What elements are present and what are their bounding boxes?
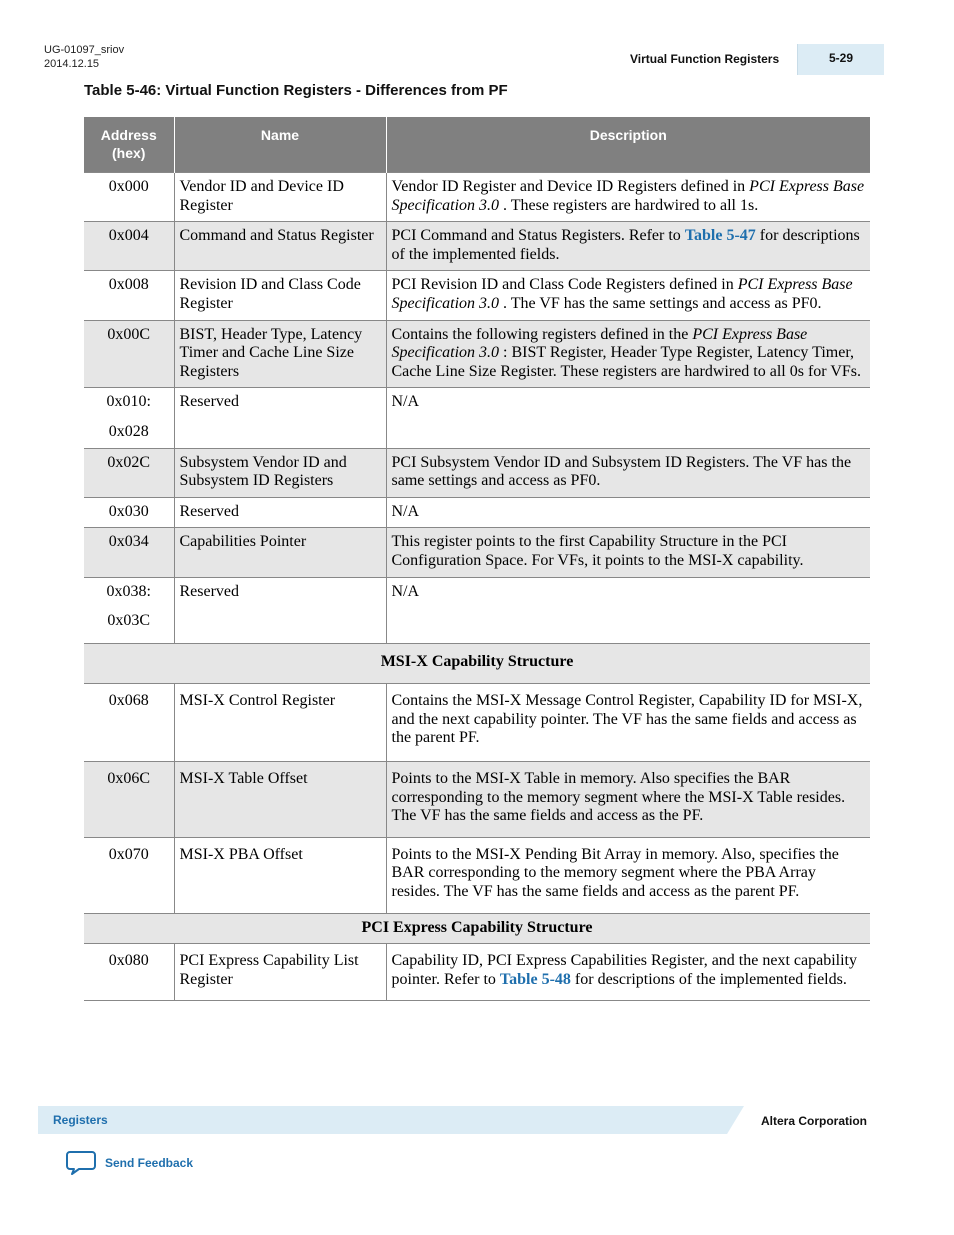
- speech-bubble-icon: [66, 1150, 96, 1176]
- description-cell: [386, 173, 870, 222]
- name-cell: Subsystem Vendor ID and Subsystem ID Registers: [174, 448, 386, 497]
- footer-chapter-link[interactable]: Registers: [53, 1113, 108, 1127]
- description-cell: Points to the MSI-X Table in memory. Also specifies the BAR corresponding to the memory segment where the MSI-X Table resides. The VF has the same fields and access as the PF.: [386, 762, 870, 838]
- column-header-name: Name: [174, 117, 386, 173]
- section-heading: PCI Express Capability Structure: [84, 913, 870, 944]
- table-5-47-link[interactable]: Table 5-47: [684, 227, 756, 245]
- description-text: Capability ID, PCI Express Capabilities Register, and the next capability pointer. Refer to: [391, 952, 857, 988]
- description-text: Contains the following registers defined in the: [391, 325, 693, 343]
- table-row: [84, 762, 870, 838]
- description-cell: N/A: [386, 577, 870, 643]
- description-text: PCI Command and Status Registers. Refer to: [391, 227, 685, 245]
- description-cell: [386, 271, 870, 320]
- description-text: PCI Revision ID and Class Code Registers defined in: [391, 276, 738, 294]
- spec-reference: PCI Express Base Specification 3.0: [391, 178, 865, 214]
- address-cell: 0x068: [84, 684, 174, 762]
- spec-reference: PCI Express Base Specification 3.0: [391, 276, 853, 312]
- section-row-msix: [84, 643, 870, 684]
- send-feedback-label: Send Feedback: [105, 1156, 194, 1170]
- description-text: : BIST Register, Header Type Register, Latency Timer, Cache Line Size Register. These registers are hardwired to all 0s for VFs.: [391, 344, 861, 380]
- table-row: [84, 271, 870, 320]
- table-row: [84, 684, 870, 762]
- address-end: 0x03C: [107, 612, 151, 630]
- column-header-address: Address (hex): [84, 117, 174, 173]
- description-cell: N/A: [386, 388, 870, 448]
- description-cell: PCI Subsystem Vendor ID and Subsystem ID Registers. The VF has the same settings and access as PF0.: [386, 448, 870, 497]
- name-cell: MSI-X PBA Offset: [174, 837, 386, 913]
- table-row: [84, 837, 870, 913]
- table-row: [84, 528, 870, 577]
- table-row: [84, 577, 870, 643]
- address-cell: 0x070: [84, 837, 174, 913]
- name-cell: Reserved: [174, 497, 386, 528]
- name-cell: Vendor ID and Device ID Register: [174, 173, 386, 222]
- document-id: [44, 43, 124, 71]
- doc-date: 2014.12.15: [44, 58, 100, 70]
- description-cell: [386, 320, 870, 388]
- table-row: [84, 320, 870, 388]
- running-header-title: Virtual Function Registers: [630, 52, 780, 66]
- address-end: 0x028: [108, 422, 149, 440]
- address-cell: 0x008: [84, 271, 174, 320]
- description-text: . The VF has the same settings and access as PF0.: [499, 294, 822, 312]
- description-text: Vendor ID Register and Device ID Registers defined in: [391, 178, 750, 195]
- address-cell: [84, 388, 174, 448]
- name-cell: Capabilities Pointer: [174, 528, 386, 577]
- table-header-row: [84, 117, 870, 173]
- name-cell: Reserved: [174, 577, 386, 643]
- table-row: [84, 448, 870, 497]
- section-heading: MSI-X Capability Structure: [84, 643, 870, 684]
- name-cell: MSI-X Control Register: [174, 684, 386, 762]
- address-cell: 0x034: [84, 528, 174, 577]
- name-cell: BIST, Header Type, Latency Timer and Cache Line Size Registers: [174, 320, 386, 388]
- table-row: [84, 497, 870, 528]
- name-cell: Revision ID and Class Code Register: [174, 271, 386, 320]
- description-cell: N/A: [386, 497, 870, 528]
- description-text: for descriptions of the implemented fields.: [391, 227, 860, 263]
- table-row: [84, 944, 870, 1001]
- description-cell: Points to the MSI-X Pending Bit Array in memory. Also, specifies the BAR corresponding to the memory segment where the PBA Array resides. The VF has the same fields and access as the parent PF.: [386, 837, 870, 913]
- table-row: [84, 222, 870, 271]
- address-start: 0x010:: [106, 393, 151, 411]
- description-cell: Contains the MSI-X Message Control Register, Capability ID for MSI-X, and the next capability pointer. The VF has the same fields and access as the parent PF.: [386, 684, 870, 762]
- send-feedback-link[interactable]: [66, 1150, 193, 1176]
- address-cell: 0x000: [84, 173, 174, 222]
- description-text: . These registers are hardwired to all 1s.: [499, 196, 759, 214]
- address-cell: 0x030: [84, 497, 174, 528]
- table-5-48-link[interactable]: Table 5-48: [499, 970, 571, 988]
- section-row-pcie: [84, 913, 870, 944]
- register-table: [84, 117, 870, 1001]
- footer-company: Altera Corporation: [761, 1114, 868, 1128]
- name-cell: Command and Status Register: [174, 222, 386, 271]
- page-number: 5-29: [798, 44, 884, 75]
- address-cell: 0x02C: [84, 448, 174, 497]
- table-caption: Table 5-46: Virtual Function Registers - Differences from PF: [84, 82, 508, 99]
- name-cell: Reserved: [174, 388, 386, 448]
- spec-reference: PCI Express Base Specification 3.0: [391, 325, 808, 362]
- address-cell: 0x06C: [84, 762, 174, 838]
- description-cell: This register points to the first Capability Structure in the PCI Configuration Space. For VFs, it points to the MSI-X capability.: [386, 528, 870, 577]
- name-cell: PCI Express Capability List Register: [174, 944, 386, 1001]
- address-cell: 0x00C: [84, 320, 174, 388]
- table-row: [84, 388, 870, 448]
- address-cell: 0x080: [84, 944, 174, 1001]
- column-header-description: Description: [386, 117, 870, 173]
- address-start: 0x038:: [106, 582, 151, 600]
- description-cell: [386, 944, 870, 1001]
- table-row: [84, 173, 870, 222]
- footer-band: [38, 1106, 744, 1134]
- address-cell: 0x004: [84, 222, 174, 271]
- description-cell: [386, 222, 870, 271]
- doc-number: UG-01097_sriov: [44, 44, 125, 56]
- description-text: for descriptions of the implemented fields.: [570, 970, 847, 988]
- address-cell: [84, 577, 174, 643]
- name-cell: MSI-X Table Offset: [174, 762, 386, 838]
